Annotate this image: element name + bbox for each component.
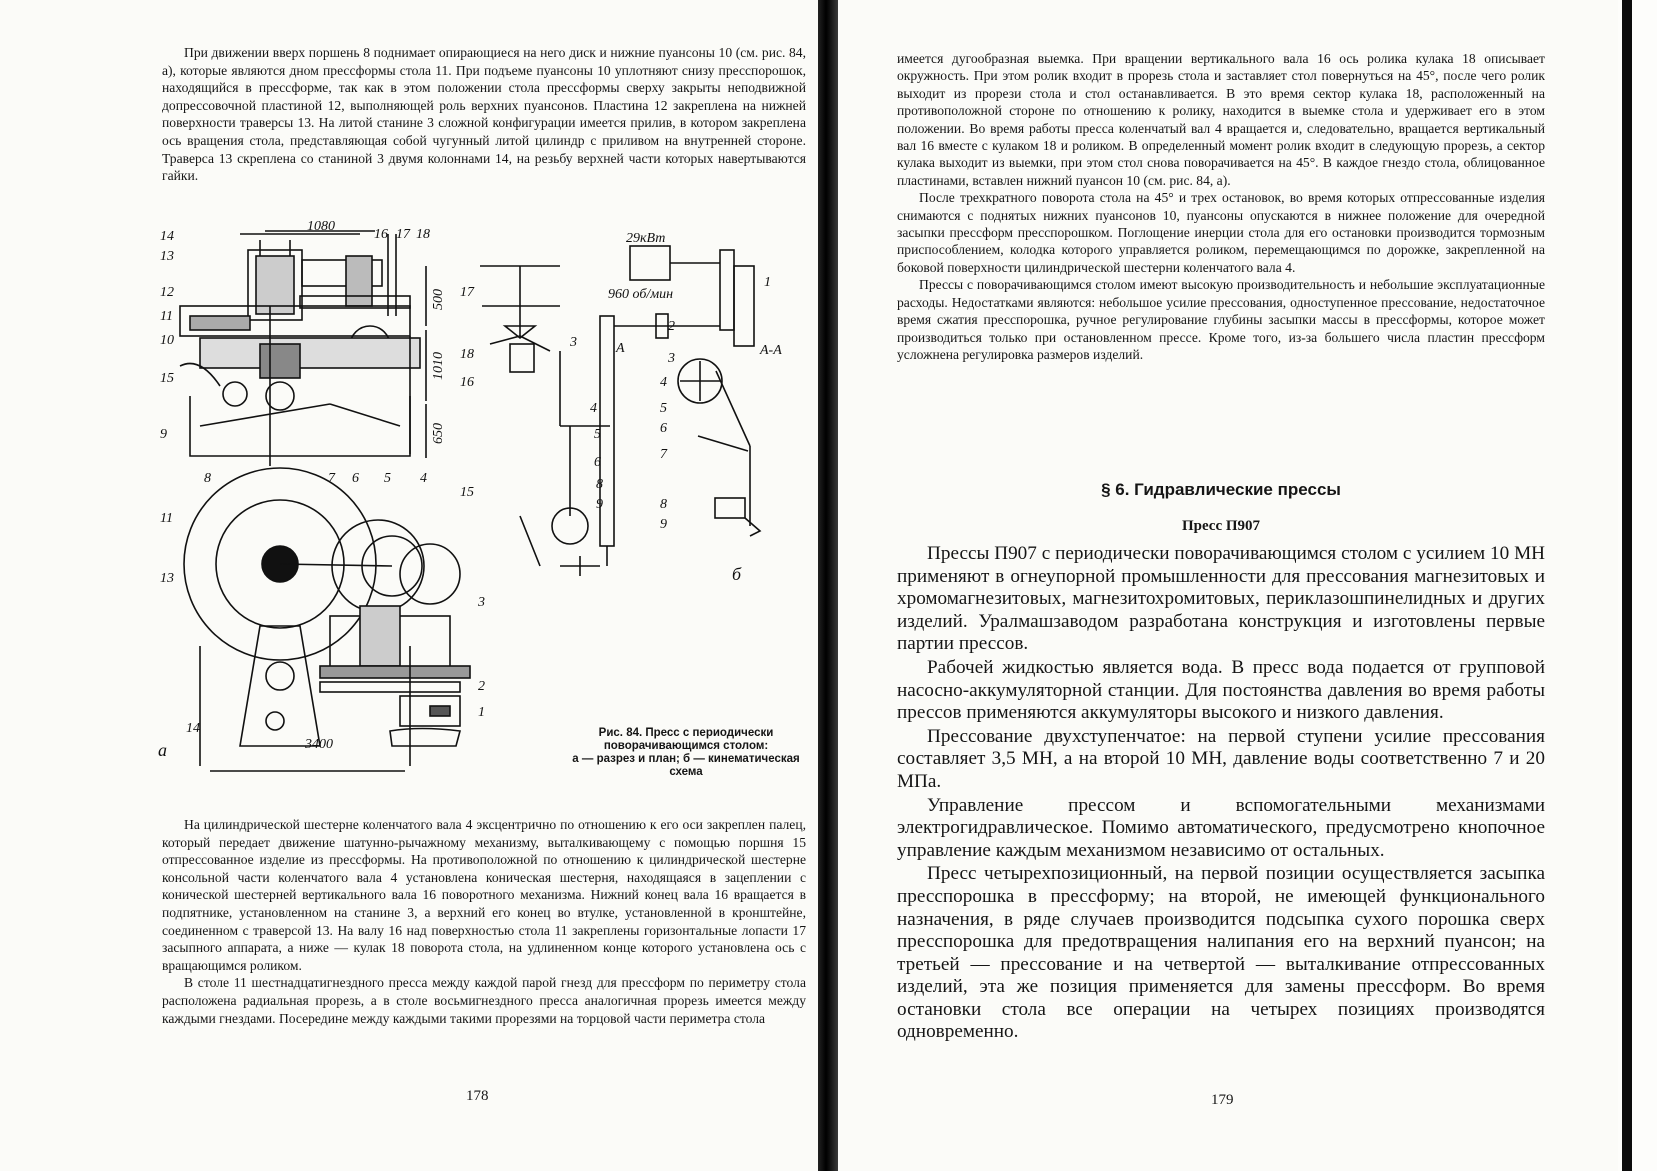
callout: 16 (374, 227, 388, 242)
left-top-text (162, 44, 806, 185)
callout: 18 (416, 227, 430, 242)
callout: 9 (596, 497, 603, 512)
press-drawing (158, 219, 810, 806)
paragraph: Управление прессом и вспомогательными механизмами электрогидравлическое. Помимо автоматического, предусмотрено кнопочное управление каждым механизмом независимо от остальных. (897, 794, 1545, 861)
figure-caption: Рис. 84. Пресс с периодически поворачивающимся столом: а — разрез и план; б — кинематическая схема (572, 727, 800, 778)
paragraph: После трехкратного поворота стола на 45° и трех остановок, во время которых отпрессованные изделия снимаются с поднятых нижних пуансонов 10, пуансоны опускаются в нижнее положение для очередной засыпки прессформ пресспорошком. Поглощение инерции стола для его остановки производится тормозным приспособлением, колодка которого управляется роликом, перемещающимся по дорожке, закрепленной на боковой поверхности цилиндрической шестерни коленчатого вала 4. (897, 190, 1545, 275)
right-top-text (897, 50, 1545, 363)
callout: 5 (594, 427, 601, 442)
paragraph: Рабочей жидкостью является вода. В пресс вода подается от групповой насосно-аккумуляторной станции. Для постоянства давления во время работы прессов применяются аккумуляторы высокого и низкого давления. (897, 656, 1545, 724)
motor-power-label: 29кВт (626, 231, 666, 246)
dimension-label: 650 (431, 423, 446, 444)
callout: 17 (396, 227, 410, 242)
paragraph: В столе 11 шестнадцатигнездного пресса между каждой парой гнезд для прессформ по периметру стола расположена радиальная прорезь, а в столе восьмигнездного пресса аналогичная прорезь имеется между каждыми гнездами. Посередине между каждыми такими прорезями на торцовой части периметра стола (162, 975, 806, 1026)
paragraph: имеется дугообразная выемка. При вращении вертикального вала 16 ось ролика кулака 18 описывает окружность. При этом ролик входит в прорезь стола и заставляет стол повернуться на 45°, после чего ролик выходит из прорези стола и стол останавливается. В это время сектор кулака 18, расположенный на противоположной стороне по отношению к ролику, находится в выемке стола и удерживает его в этом положении. Во время работы пресса коленчатый вал 4 вращается и, следовательно, вращается вертикальный вал 16 вместе с кулаком 18 и роликом. В определенный момент ролик входит в следующую прорезь, а сектор кулака выходит из выемки, при этом стол снова поворачивается на 45°. В каждое гнездо стола, облицованное пластинами, вставлен нижний пуансон 10 (см. рис. 84, а). (897, 51, 1545, 188)
dimension-label: 1010 (431, 352, 446, 380)
callout: 15 (460, 485, 474, 500)
dimension-label: 3400 (305, 737, 333, 752)
scan-edge (1618, 0, 1657, 1171)
book-gutter (818, 0, 838, 1171)
callout: 2 (668, 319, 675, 334)
left-bottom-text (162, 816, 806, 1027)
callout: 14 (160, 229, 174, 244)
figure-84 (158, 219, 810, 806)
callout: 4 (420, 471, 427, 486)
callout: 6 (352, 471, 359, 486)
subsection-heading: Пресс П907 (1181, 518, 1261, 534)
callout: 8 (660, 497, 667, 512)
callout: 9 (160, 427, 167, 442)
callout: 11 (160, 309, 173, 324)
paragraph: Прессы с поворачивающимся столом имеют высокую производительность и небольшие эксплуатационные расходы. Недостатками являются: небольшое усилие прессования, одноступенное прессование, недостаточное время сжатия пресспорошка, ручное регулирование глубины засыпки массы в прессформы, которое может производиться только при остановленном прессе. Кроме того, из-за большего числа пластин прессформ усложнена регулировка размеров изделий. (897, 277, 1545, 362)
callout: 18 (460, 347, 474, 362)
callout: 4 (590, 401, 597, 416)
page-number-left: 178 (466, 1088, 489, 1104)
callout: 8 (596, 477, 603, 492)
callout: 4 (660, 375, 667, 390)
section-label: А-А (760, 343, 782, 358)
callout: 1 (764, 275, 771, 290)
callout: 2 (478, 679, 485, 694)
callout: 11 (160, 511, 173, 526)
callout: 10 (160, 333, 174, 348)
callout: 3 (570, 335, 577, 350)
section-mark: А (616, 341, 625, 356)
callout: 12 (160, 285, 174, 300)
paragraph: При движении вверх поршень 8 поднимает опирающиеся на него диск и нижние пуансоны 10 (см. рис. 84, а), которые являются дном прессформы стола 11. При подъеме пуансоны 10 уплотняют снизу пресспорошок, находящийся в прессформе, так как в этом положении стола прессформы сверху закрыты неподвижной допрессовочной пластиной 12, выполняющей роль верхних пуансонов. Пластина 12 закреплена на нижней поверхности траверсы 13. На литой станине 3 сложной конфигурации имеется прилив, в котором закреплена ось вращения стола, представляющая собой чугунный литой цилиндр с приливом на внутренней стороне. Траверса 13 скреплена со станиной 3 двумя колоннами 14, на резьбу верхней части которых навертываются гайки. (162, 45, 806, 184)
dimension-label: 1080 (307, 219, 335, 234)
callout: 9 (660, 517, 667, 532)
callout: 7 (660, 447, 667, 462)
callout: 13 (160, 571, 174, 586)
dimension-label: 500 (431, 289, 446, 310)
callout: 16 (460, 375, 474, 390)
panel-label-b: б (732, 564, 742, 584)
callout: 6 (594, 455, 601, 470)
callout: 13 (160, 249, 174, 264)
callout: 5 (384, 471, 391, 486)
callout: 3 (668, 351, 675, 366)
page-number-right: 179 (1211, 1092, 1234, 1108)
callout: 14 (186, 721, 200, 736)
callout: 1 (478, 705, 485, 720)
callout: 3 (478, 595, 485, 610)
panel-label-a: а (158, 740, 167, 760)
paragraph: Прессование двухступенчатое: на первой ступени усилие прессования составляет 3,5 МН, а на второй 10 МН, давление воды соответственно 7 и 20 МПа. (897, 725, 1545, 792)
callout: 6 (660, 421, 667, 436)
callout: 7 (328, 471, 335, 486)
callout: 15 (160, 371, 174, 386)
right-main-text (897, 543, 1545, 1045)
paragraph: Пресс четырехпозиционный, на первой позиции осуществляется засыпка пресспорошка в прессформу; на второй, не имеющей функционального назначения, в ряде случаев производится подсыпка сухого порошка сверх пресспорошка для предотвращения налипания его на верхний пуансон; на третьей — прессование и на четвертой — выталкивание отпрессованных изделий, эта же позиция применяется для замены прессформ. Во время остановки стола все операции на четырех позициях производятся одновременно. (897, 863, 1545, 1043)
paragraph: На цилиндрической шестерне коленчатого вала 4 эксцентрично по отношению к его оси закреплен палец, который передает движение шатунно-рычажному механизму, выталкивающему с помощью поршня 15 отпрессованное изделие из прессформы. На противоположной по отношению к цилиндрической шестерне консольной части коленчатого вала 4 установлена коническая шестерня, находящаяся в зацеплении с конической шестерней вертикального вала 16 поворотного механизма. Нижний конец вала 16 вращается в подпятнике, установленном на станине 3, а верхний его конец во втулке, установленной в кронштейне, соединенном с траверсой 13. На валу 16 над поверхностью стола 11 закреплены горизонтальные лопасти 17 засыпного аппарата, а ниже — кулак 18 поворота стола, на удлиненном конце которого установлена ось с вращающимся роликом. (162, 817, 806, 973)
callout: 8 (204, 471, 211, 486)
section-heading: § 6. Гидравлические прессы (1101, 480, 1341, 499)
paragraph: Прессы П907 с периодически поворачивающимся столом с усилием 10 МН применяют в огнеупорной промышленности для прессования магнезитовых и хромомагнезитовых, магнезитохромитовых, периклазошпинелидных и других изделий. Уралмашзаводом разработана конструкция и изготовлены первые партии прессов. (897, 543, 1545, 655)
motor-speed-label: 960 об/мин (608, 287, 674, 302)
callout: 17 (460, 285, 474, 300)
callout: 5 (660, 401, 667, 416)
